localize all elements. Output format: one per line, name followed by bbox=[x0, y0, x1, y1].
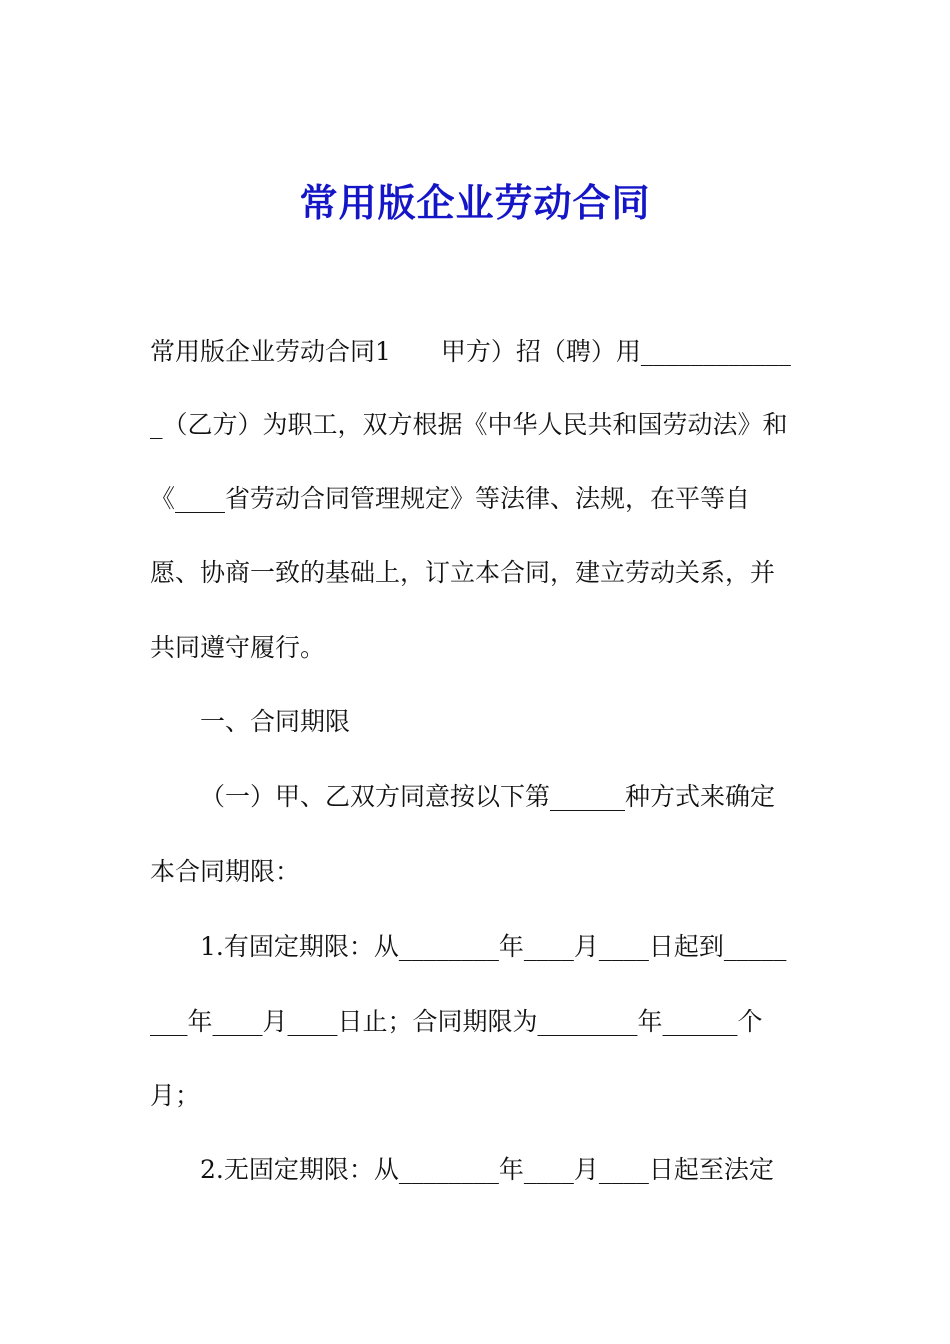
paragraph-line-4: 愿、协商一致的基础上，订立本合同，建立劳动关系，并 bbox=[150, 558, 776, 587]
clause-1-line-1: （一）甲、乙双方同意按以下第______种方式来确定 bbox=[200, 782, 776, 811]
item-1-line-2: ___年____月____日止；合同期限为________年______个 bbox=[150, 1007, 763, 1036]
item-2-line-1: 2.无固定期限：从________年____月____日起至法定 bbox=[200, 1155, 774, 1184]
paragraph-line-3: 《____省劳动合同管理规定》等法律、法规，在平等自 bbox=[150, 484, 751, 513]
paragraph-line-5: 共同遵守履行。 bbox=[150, 633, 326, 662]
item-1-line-3: 月； bbox=[150, 1081, 201, 1110]
document-title: 常用版企业劳动合同 bbox=[299, 180, 651, 225]
paragraph-line-1: 常用版企业劳动合同1 甲方）招（聘）用____________ bbox=[150, 337, 791, 366]
item-1-line-1: 1.有固定期限：从________年____月____日起到_____ bbox=[200, 932, 787, 961]
paragraph-line-2: _（乙方）为职工，双方根据《中华人民共和国劳动法》和 bbox=[150, 410, 788, 439]
clause-1-line-2: 本合同期限： bbox=[150, 857, 301, 886]
section-heading-term: 一、合同期限 bbox=[200, 707, 351, 736]
